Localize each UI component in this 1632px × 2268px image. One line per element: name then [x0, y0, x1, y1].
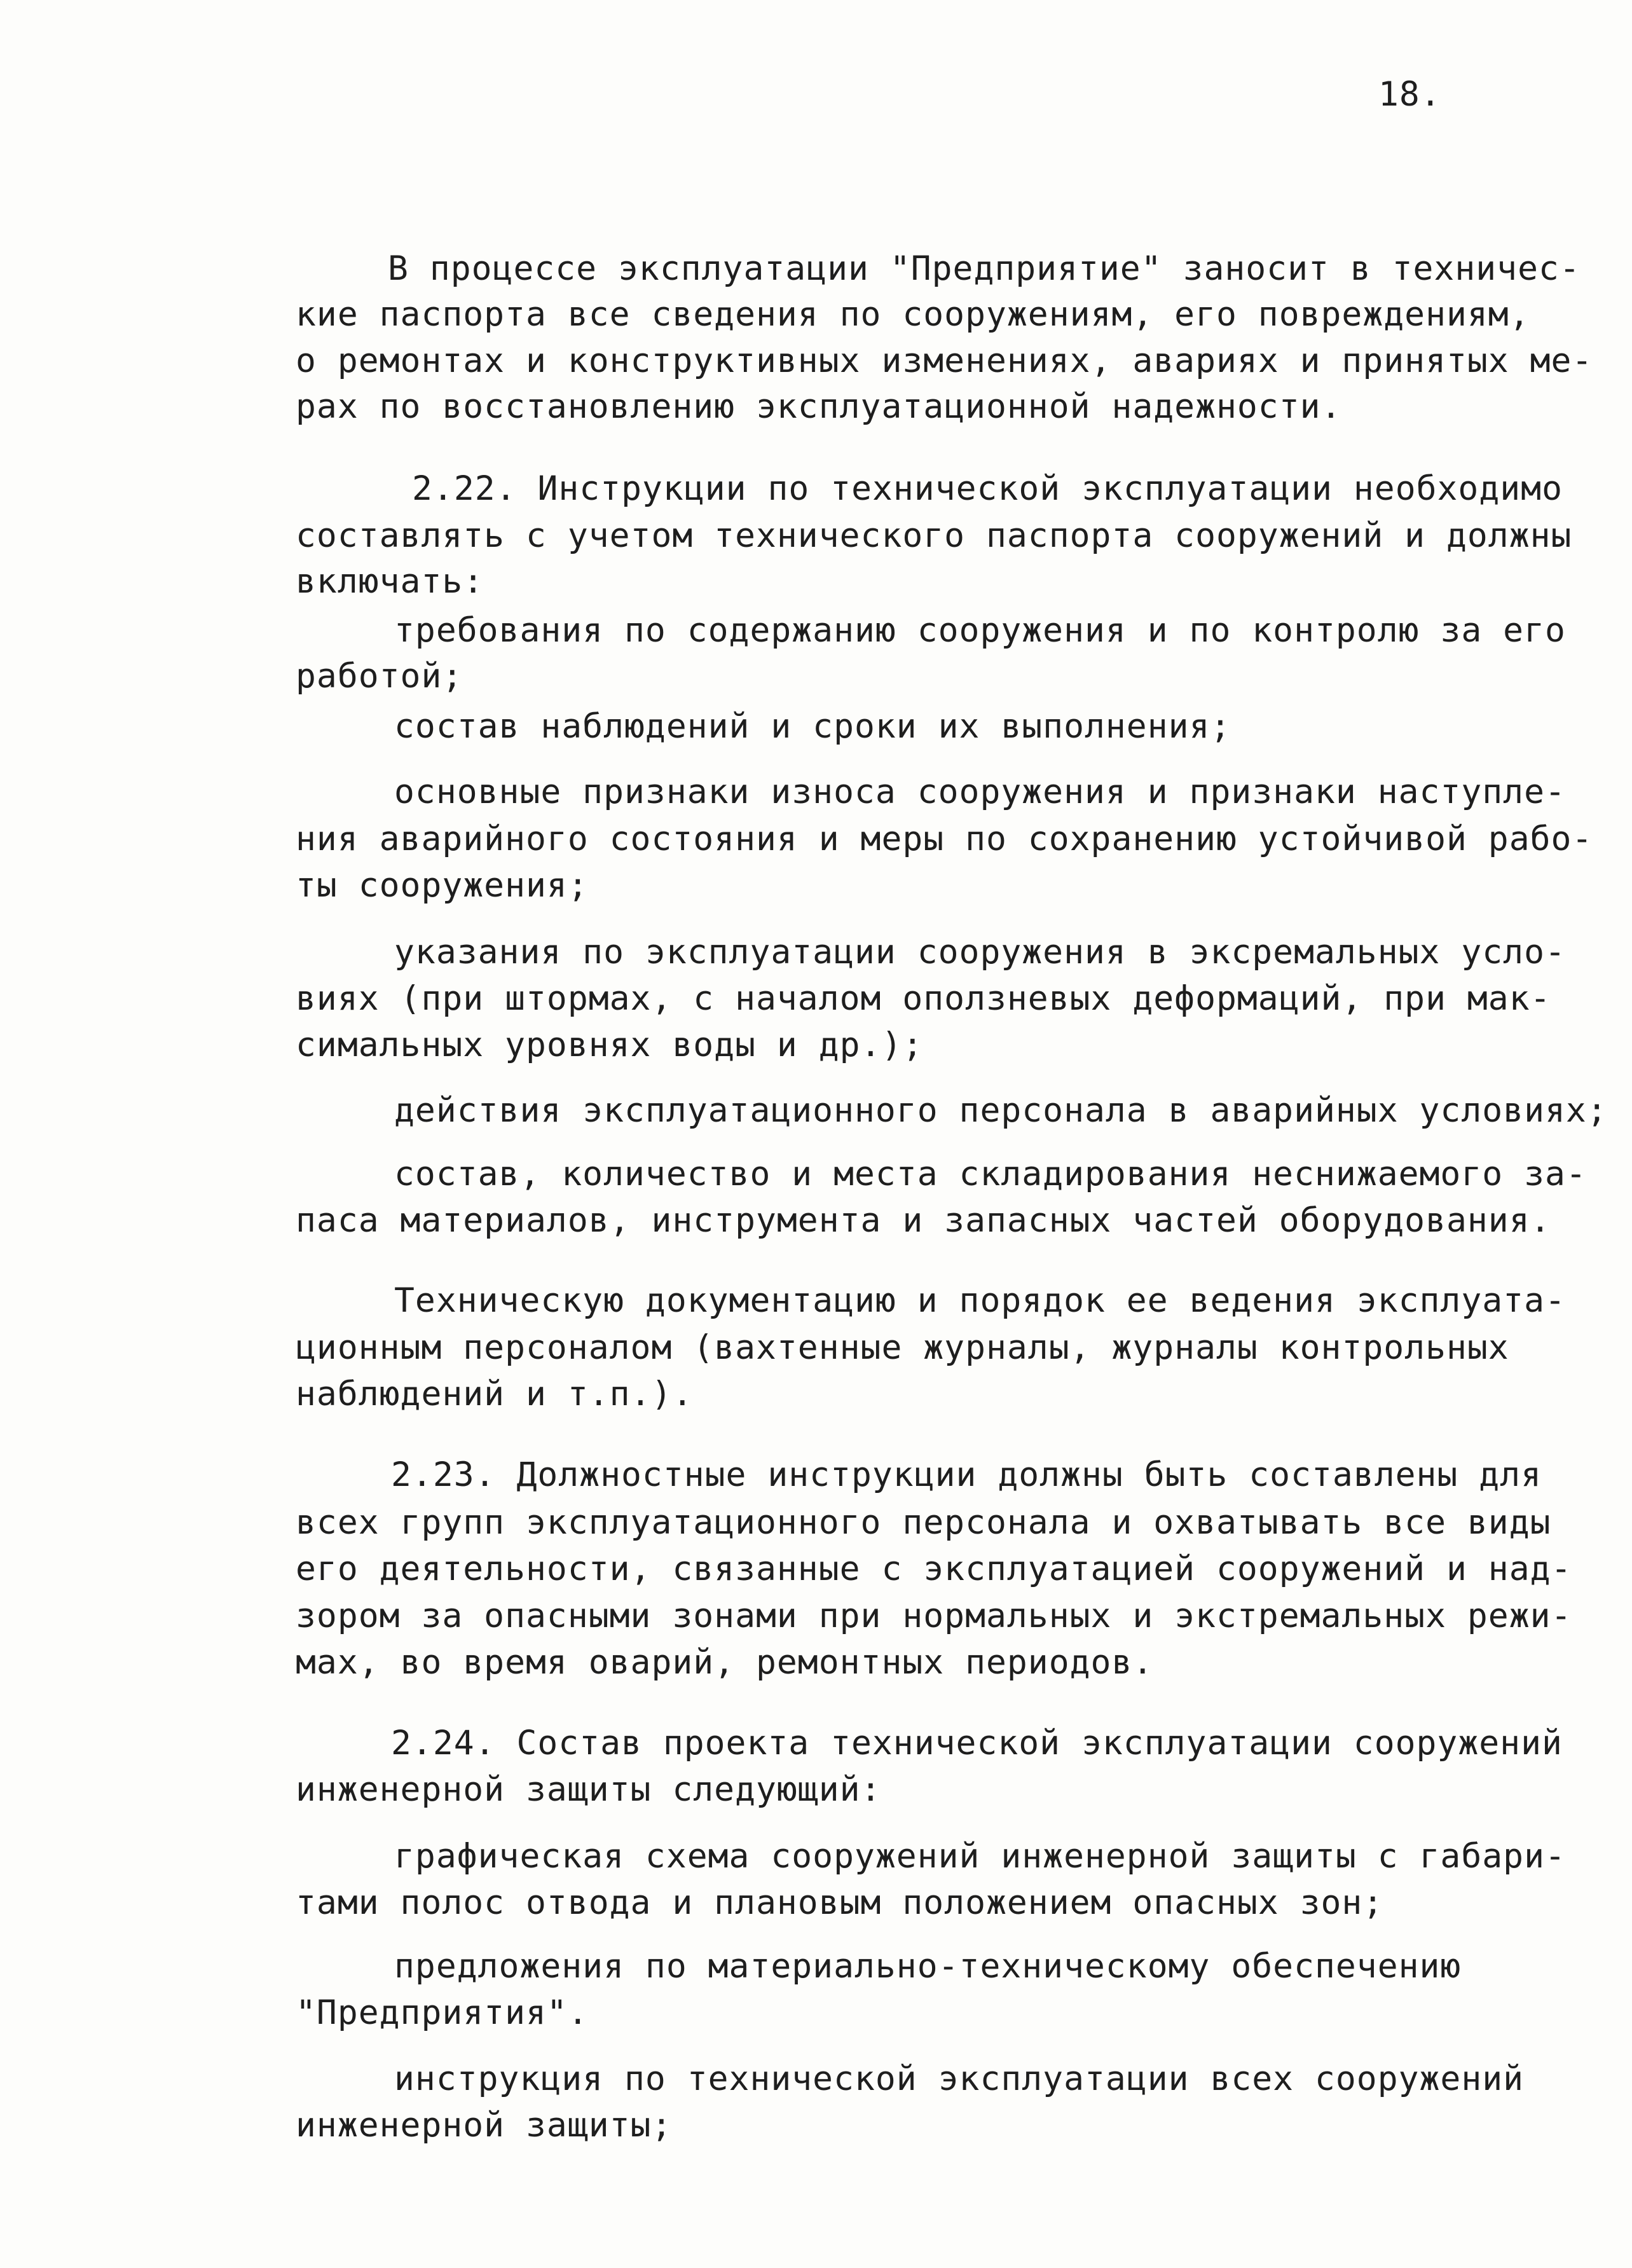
text-line: 2.22. Инструкции по технической эксплуатации необходимо — [412, 469, 1563, 508]
text-line: рах по восстановлению эксплуатационной надежности. — [296, 387, 1342, 426]
text-line: состав, количество и места складирования неснижаемого за- — [394, 1155, 1587, 1193]
text-line: 2.24. Состав проекта технической эксплуатации сооружений — [391, 1724, 1563, 1763]
text-line: включать: — [296, 562, 484, 601]
text-line: тами полос отвода и плановым положением опасных зон; — [296, 1883, 1384, 1922]
text-line: наблюдений и т.п.). — [296, 1375, 694, 1413]
text-line: Техническую документацию и порядок ее ведения эксплуата- — [394, 1281, 1566, 1320]
text-line: инструкция по технической эксплуатации всех сооружений — [394, 2059, 1525, 2098]
text-line: его деятельности, связанные с эксплуатацией сооружений и над- — [296, 1550, 1572, 1588]
text-line: инженерной защиты; — [296, 2106, 673, 2145]
text-line: графическая схема сооружений инженерной защиты с габари- — [394, 1837, 1566, 1876]
text-line: предложения по материально-техническому обеспечению — [394, 1947, 1462, 1986]
text-line: "Предприятия". — [296, 1993, 589, 2032]
text-line: состав наблюдений и сроки их выполнения; — [394, 707, 1231, 746]
text-line: симальных уровнях воды и др.); — [296, 1026, 924, 1064]
text-line: мах, во время оварий, ремонтных периодов. — [296, 1643, 1154, 1682]
text-line: 2.23. Должностные инструкции должны быть составлены для — [391, 1455, 1542, 1494]
text-line: виях (при штормах, с началом оползневых деформаций, при мак- — [296, 979, 1551, 1018]
text-line: действия эксплуатационного персонала в аварийных условиях; — [394, 1091, 1608, 1130]
page-number: 18. — [1378, 75, 1441, 114]
text-line: требования по содержанию сооружения и по контролю за его — [394, 611, 1566, 650]
text-line: паса материалов, инструмента и запасных частей оборудования. — [296, 1201, 1551, 1240]
text-line: кие паспорта все сведения по сооружениям, его повреждениям, — [296, 295, 1530, 334]
text-line: всех групп эксплуатационного персонала и охватывать все виды — [296, 1503, 1551, 1542]
text-line: о ремонтах и конструктивных изменениях, авариях и принятых ме- — [296, 341, 1593, 380]
text-line: зором за опасными зонами при нормальных и экстремальных режи- — [296, 1597, 1572, 1635]
text-line: составлять с учетом технического паспорта сооружений и должны — [296, 516, 1572, 555]
text-line: В процессе эксплуатации "Предприятие" заносит в техничес- — [388, 249, 1581, 288]
text-line: указания по эксплуатации сооружения в эксремальных усло- — [394, 933, 1566, 972]
text-line: работой; — [296, 657, 463, 696]
text-line: ционным персоналом (вахтенные журналы, журналы контрольных — [296, 1328, 1509, 1367]
text-line: основные признаки износа сооружения и признаки наступле- — [394, 773, 1566, 811]
text-line: ния аварийного состояния и меры по сохранению устойчивой рабо- — [296, 820, 1593, 858]
text-line: ты сооружения; — [296, 866, 589, 905]
text-line: инженерной защиты следующий: — [296, 1770, 882, 1809]
